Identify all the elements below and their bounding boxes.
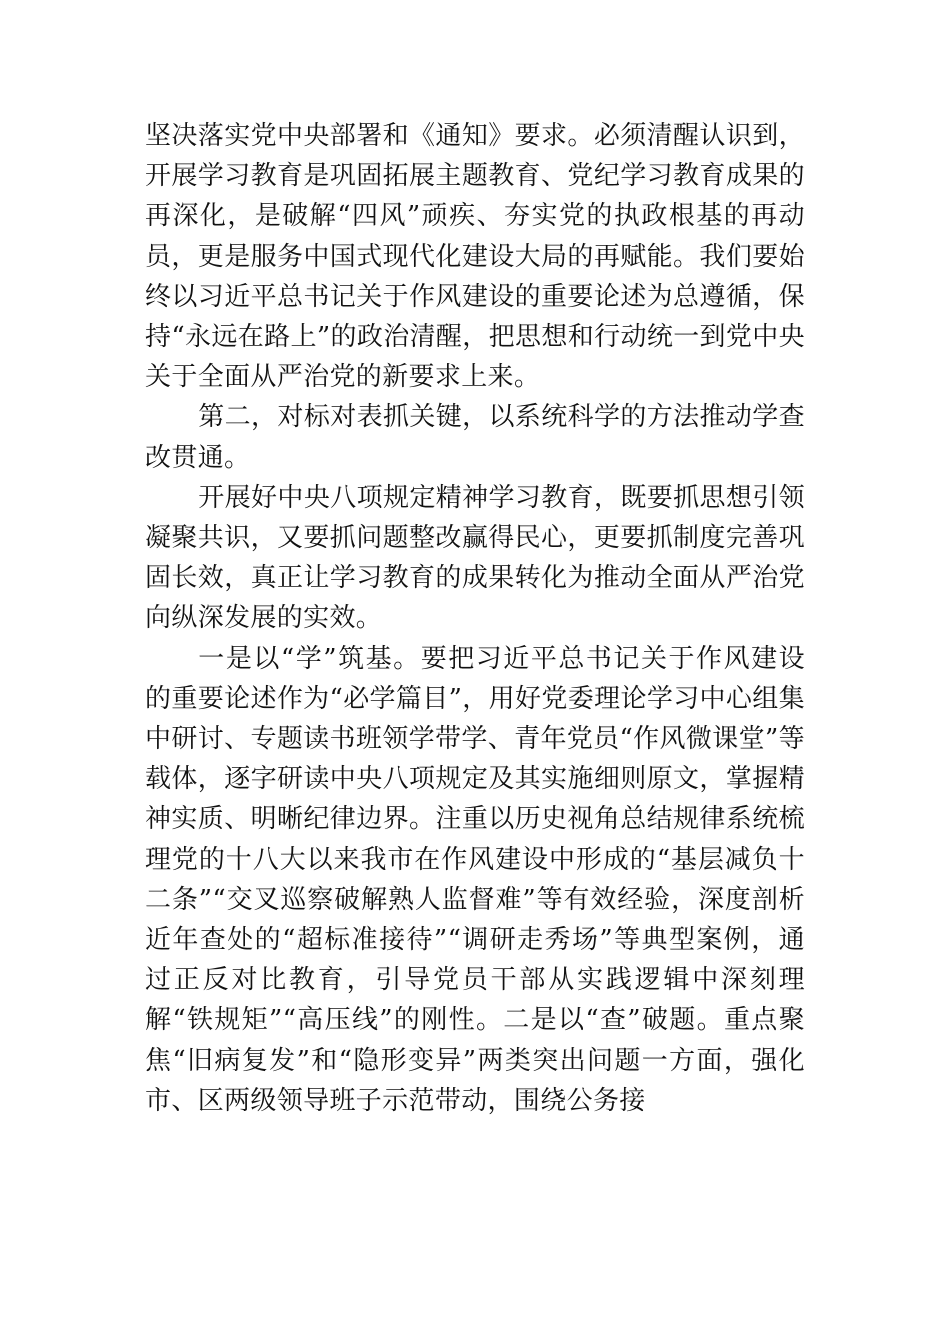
document-body	[145, 116, 805, 1121]
paragraph-3: 开展好中央八项规定精神学习教育，既要抓思想引领凝聚共识，又要抓问题整改赢得民心，更要抓制度完善巩固长效，真正让学习教育的成果转化为推动全面从严治党向纵深发展的实效。	[145, 482, 805, 634]
paragraph-4: 一是以“学”筑基。要把习近平总书记关于作风建设的重要论述作为“必学篇目”，用好党委理论学习中心组集中研讨、专题读书班领学带学、青年党员“作风微课堂”等载体，逐字研读中央八项规定及其实施细则原文，掌握精神实质、明晰纪律边界。注重以历史视角总结规律系统梳理党的十八大以来我市在作风建设中形成的“基层减负十二条”“交叉巡察破解熟人监督难”等有效经验，深度剖析近年查处的“超标准接待”“调研走秀场”等典型案例，通过正反对比教育，引导党员干部从实践逻辑中深刻理解“铁规矩”“高压线”的刚性。二是以“查”破题。重点聚焦“旧病复发”和“隐形变异”两类突出问题一方面，强化市、区两级领导班子示范带动，围绕公务接	[145, 643, 805, 1116]
paragraph-1: 坚决落实党中央部署和《通知》要求。必须清醒认识到，开展学习教育是巩固拓展主题教育、党纪学习教育成果的再深化，是破解“四风”顽疾、夯实党的执政根基的再动员，更是服务中国式现代化建设大局的再赋能。我们要始终以习近平总书记关于作风建设的重要论述为总遵循，保持“永远在路上”的政治清醒，把思想和行动统一到党中央关于全面从严治党的新要求上来。	[145, 121, 805, 393]
paragraph-2-heading: 第二，对标对表抓关键，以系统科学的方法推动学查改贯通。	[145, 402, 805, 473]
